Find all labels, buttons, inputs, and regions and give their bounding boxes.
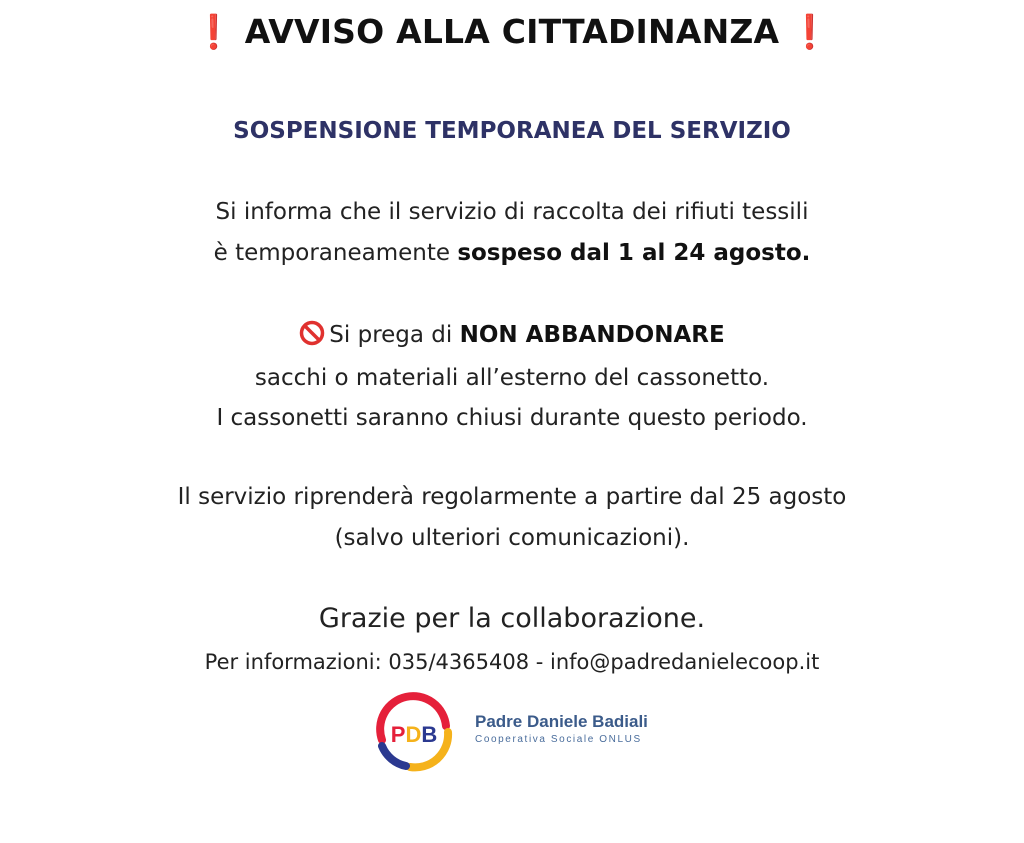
paragraph-1-line-2 bbox=[0, 240, 1024, 266]
notice-title-text: AVVISO ALLA CITTADINANZA bbox=[244, 12, 780, 51]
no-entry-icon bbox=[299, 320, 325, 346]
paragraph-2-line-3: I cassonetti saranno chiusi durante questo periodo. bbox=[216, 405, 808, 431]
paragraph-2-line-1-normal: Si prega di bbox=[329, 322, 460, 348]
suspension-dates: sospeso dal 1 al 24 agosto. bbox=[457, 240, 811, 266]
paragraph-3-line-2: (salvo ulteriori comunicazioni). bbox=[334, 525, 690, 551]
paragraph-3-line-1: Il servizio riprenderà regolarmente a partire dal 25 agosto bbox=[177, 484, 847, 510]
paragraph-1-line-2-normal: è temporaneamente bbox=[213, 240, 458, 266]
notice-subtitle: SOSPENSIONE TEMPORANEA DEL SERVIZIO bbox=[233, 118, 791, 144]
paragraph-2-line-2: sacchi o materiali all’esterno del cassonetto. bbox=[254, 365, 770, 391]
logo-name: Padre Daniele Badiali bbox=[475, 712, 648, 731]
do-not-abandon: NON ABBANDONARE bbox=[459, 322, 725, 348]
paragraph-1-line-1: Si informa che il servizio di raccolta dei rifiuti tessili bbox=[215, 199, 809, 225]
pdb-monogram: PDB bbox=[390, 722, 438, 747]
exclamation-icon: ❗ bbox=[193, 12, 235, 51]
cooperative-logo bbox=[370, 690, 670, 776]
pdb-logo-mark bbox=[370, 690, 466, 776]
exclamation-icon: ❗ bbox=[789, 12, 831, 51]
logo-subtitle: Cooperativa Sociale ONLUS bbox=[475, 734, 642, 745]
paragraph-2-line-1 bbox=[0, 320, 1024, 348]
thanks-text: Grazie per la collaborazione. bbox=[318, 603, 706, 634]
notice-title bbox=[0, 12, 1024, 52]
contact-info: Per informazioni: 035/4365408 - info@padredanielecoop.it bbox=[204, 650, 820, 674]
